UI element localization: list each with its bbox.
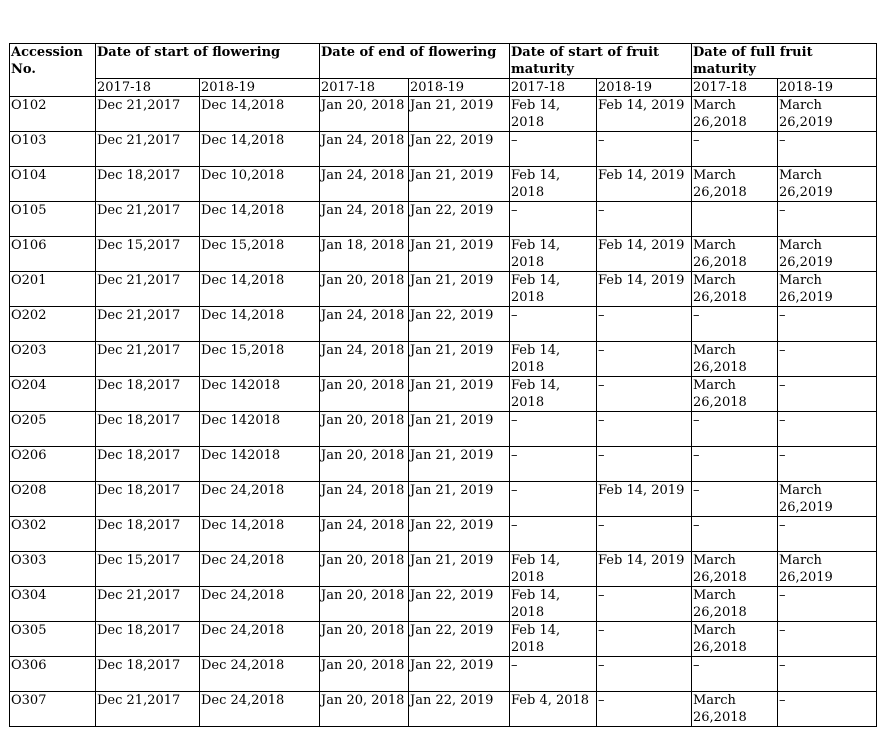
start-fruit-2017-18: – <box>510 307 597 342</box>
full-fruit-2018-19: – <box>778 202 877 237</box>
full-fruit-2017-18: March 26,2018 <box>692 622 778 657</box>
full-fruit-2017-18: March 26,2018 <box>692 342 778 377</box>
end-flowering-2017-18: Jan 20, 2018 <box>320 97 409 132</box>
end-flowering-2018-19: Jan 21, 2019 <box>409 342 510 377</box>
full-fruit-2018-19: – <box>778 517 877 552</box>
full-fruit-2018-19: March 26,2019 <box>778 552 877 587</box>
end-flowering-2017-18: Jan 20, 2018 <box>320 622 409 657</box>
table-row <box>10 132 877 167</box>
accession-cell: O303 <box>10 552 96 587</box>
start-fruit-2017-18: Feb 14, 2018 <box>510 552 597 587</box>
start-fruit-2018-19: – <box>597 587 692 622</box>
start-flowering-2018-19: Dec 24,2018 <box>200 692 320 727</box>
end-flowering-2018-19: Jan 21, 2019 <box>409 447 510 482</box>
end-flowering-2018-19: Jan 22, 2019 <box>409 307 510 342</box>
accession-header: Accession No. <box>10 44 96 97</box>
start-flowering-2017-18: Dec 21,2017 <box>96 307 200 342</box>
accession-cell: O306 <box>10 657 96 692</box>
end-flowering-2018-19: Jan 22, 2019 <box>409 202 510 237</box>
start-fruit-2018-19: – <box>597 377 692 412</box>
start-fruit-2017-18: – <box>510 517 597 552</box>
full-fruit-2018-19: – <box>778 657 877 692</box>
end-flowering-2017-18: Jan 24, 2018 <box>320 482 409 517</box>
year-header: 2017-18 <box>692 79 778 97</box>
end-flowering-2017-18: Jan 24, 2018 <box>320 517 409 552</box>
table-row <box>10 517 877 552</box>
accession-cell: O201 <box>10 272 96 307</box>
end-flowering-2018-19: Jan 22, 2019 <box>409 132 510 167</box>
full-fruit-2017-18: March 26,2018 <box>692 237 778 272</box>
group-header-full-fruit-maturity: Date of full fruit maturity <box>692 44 877 79</box>
full-fruit-2017-18: – <box>692 412 778 447</box>
start-flowering-2017-18: Dec 15,2017 <box>96 237 200 272</box>
table-row <box>10 412 877 447</box>
end-flowering-2017-18: Jan 20, 2018 <box>320 552 409 587</box>
end-flowering-2017-18: Jan 20, 2018 <box>320 587 409 622</box>
end-flowering-2017-18: Jan 24, 2018 <box>320 307 409 342</box>
start-fruit-2018-19: – <box>597 307 692 342</box>
start-fruit-2017-18: – <box>510 657 597 692</box>
end-flowering-2018-19: Jan 21, 2019 <box>409 272 510 307</box>
end-flowering-2017-18: Jan 24, 2018 <box>320 167 409 202</box>
accession-cell: O305 <box>10 622 96 657</box>
end-flowering-2018-19: Jan 22, 2019 <box>409 517 510 552</box>
accession-cell: O106 <box>10 237 96 272</box>
full-fruit-2017-18: March 26,2018 <box>692 692 778 727</box>
start-fruit-2017-18: – <box>510 482 597 517</box>
table-row <box>10 622 877 657</box>
start-flowering-2018-19: Dec 14,2018 <box>200 517 320 552</box>
group-header-end-flowering: Date of end of flowering <box>320 44 510 79</box>
end-flowering-2017-18: Jan 20, 2018 <box>320 692 409 727</box>
full-fruit-2018-19: March 26,2019 <box>778 97 877 132</box>
end-flowering-2018-19: Jan 21, 2019 <box>409 552 510 587</box>
start-flowering-2017-18: Dec 21,2017 <box>96 342 200 377</box>
accession-cell: O104 <box>10 167 96 202</box>
start-flowering-2018-19: Dec 14,2018 <box>200 97 320 132</box>
start-fruit-2017-18: Feb 14, 2018 <box>510 167 597 202</box>
end-flowering-2018-19: Jan 22, 2019 <box>409 657 510 692</box>
start-fruit-2018-19: Feb 14, 2019 <box>597 167 692 202</box>
year-header: 2018-19 <box>778 79 877 97</box>
year-header: 2018-19 <box>409 79 510 97</box>
full-fruit-2018-19: – <box>778 622 877 657</box>
full-fruit-2018-19: – <box>778 587 877 622</box>
year-header: 2018-19 <box>200 79 320 97</box>
accession-cell: O102 <box>10 97 96 132</box>
start-flowering-2017-18: Dec 18,2017 <box>96 377 200 412</box>
full-fruit-2018-19: – <box>778 342 877 377</box>
start-flowering-2017-18: Dec 21,2017 <box>96 587 200 622</box>
year-header: 2018-19 <box>597 79 692 97</box>
start-flowering-2018-19: Dec 24,2018 <box>200 482 320 517</box>
start-flowering-2017-18: Dec 18,2017 <box>96 482 200 517</box>
end-flowering-2018-19: Jan 21, 2019 <box>409 97 510 132</box>
start-flowering-2018-19: Dec 14,2018 <box>200 132 320 167</box>
start-flowering-2017-18: Dec 21,2017 <box>96 97 200 132</box>
start-flowering-2017-18: Dec 18,2017 <box>96 167 200 202</box>
start-fruit-2018-19: Feb 14, 2019 <box>597 482 692 517</box>
table-row <box>10 167 877 202</box>
start-flowering-2017-18: Dec 18,2017 <box>96 447 200 482</box>
start-flowering-2018-19: Dec 24,2018 <box>200 622 320 657</box>
end-flowering-2017-18: Jan 20, 2018 <box>320 377 409 412</box>
start-flowering-2018-19: Dec 24,2018 <box>200 657 320 692</box>
full-fruit-2017-18: – <box>692 307 778 342</box>
table-row <box>10 272 877 307</box>
start-fruit-2017-18: Feb 14, 2018 <box>510 342 597 377</box>
end-flowering-2017-18: Jan 20, 2018 <box>320 657 409 692</box>
start-fruit-2017-18: Feb 14, 2018 <box>510 587 597 622</box>
start-flowering-2017-18: Dec 18,2017 <box>96 517 200 552</box>
accession-cell: O302 <box>10 517 96 552</box>
start-flowering-2017-18: Dec 15,2017 <box>96 552 200 587</box>
header-row-groups <box>10 44 877 79</box>
start-flowering-2017-18: Dec 18,2017 <box>96 412 200 447</box>
group-header-start-flowering: Date of start of flowering <box>96 44 320 79</box>
table-row <box>10 307 877 342</box>
accession-cell: O103 <box>10 132 96 167</box>
end-flowering-2018-19: Jan 21, 2019 <box>409 167 510 202</box>
full-fruit-2017-18: – <box>692 132 778 167</box>
end-flowering-2017-18: Jan 20, 2018 <box>320 412 409 447</box>
full-fruit-2017-18: March 26,2018 <box>692 552 778 587</box>
flowering-fruiting-table <box>9 43 877 727</box>
start-fruit-2018-19: – <box>597 517 692 552</box>
full-fruit-2018-19: – <box>778 377 877 412</box>
start-fruit-2018-19: Feb 14, 2019 <box>597 552 692 587</box>
full-fruit-2017-18 <box>692 202 778 237</box>
table-row <box>10 692 877 727</box>
year-header: 2017-18 <box>96 79 200 97</box>
end-flowering-2017-18: Jan 18, 2018 <box>320 237 409 272</box>
start-flowering-2018-19: Dec 24,2018 <box>200 587 320 622</box>
end-flowering-2018-19: Jan 22, 2019 <box>409 587 510 622</box>
full-fruit-2018-19: – <box>778 412 877 447</box>
group-header-start-fruit-maturity: Date of start of fruit maturity <box>510 44 692 79</box>
start-flowering-2017-18: Dec 21,2017 <box>96 132 200 167</box>
table-body <box>10 97 877 727</box>
full-fruit-2018-19: March 26,2019 <box>778 272 877 307</box>
start-fruit-2018-19: – <box>597 447 692 482</box>
start-flowering-2017-18: Dec 21,2017 <box>96 272 200 307</box>
end-flowering-2018-19: Jan 21, 2019 <box>409 377 510 412</box>
start-fruit-2017-18: Feb 14, 2018 <box>510 97 597 132</box>
accession-cell: O203 <box>10 342 96 377</box>
end-flowering-2018-19: Jan 22, 2019 <box>409 692 510 727</box>
end-flowering-2017-18: Jan 20, 2018 <box>320 447 409 482</box>
year-header: 2017-18 <box>320 79 409 97</box>
table-row <box>10 552 877 587</box>
start-flowering-2017-18: Dec 21,2017 <box>96 202 200 237</box>
start-fruit-2018-19: – <box>597 412 692 447</box>
start-flowering-2018-19: Dec 14,2018 <box>200 307 320 342</box>
start-fruit-2017-18: Feb 14, 2018 <box>510 622 597 657</box>
start-fruit-2018-19: Feb 14, 2019 <box>597 97 692 132</box>
year-header: 2017-18 <box>510 79 597 97</box>
accession-cell: O205 <box>10 412 96 447</box>
start-flowering-2018-19: Dec 10,2018 <box>200 167 320 202</box>
end-flowering-2018-19: Jan 21, 2019 <box>409 482 510 517</box>
start-fruit-2018-19: – <box>597 692 692 727</box>
full-fruit-2018-19: – <box>778 307 877 342</box>
end-flowering-2017-18: Jan 24, 2018 <box>320 132 409 167</box>
start-fruit-2018-19: – <box>597 202 692 237</box>
accession-cell: O208 <box>10 482 96 517</box>
start-fruit-2018-19: Feb 14, 2019 <box>597 272 692 307</box>
start-flowering-2018-19: Dec 14,2018 <box>200 202 320 237</box>
start-flowering-2017-18: Dec 18,2017 <box>96 622 200 657</box>
start-fruit-2017-18: – <box>510 447 597 482</box>
full-fruit-2017-18: – <box>692 482 778 517</box>
end-flowering-2017-18: Jan 24, 2018 <box>320 342 409 377</box>
full-fruit-2017-18: March 26,2018 <box>692 272 778 307</box>
table-row <box>10 202 877 237</box>
accession-cell: O204 <box>10 377 96 412</box>
accession-cell: O304 <box>10 587 96 622</box>
table-row <box>10 97 877 132</box>
full-fruit-2017-18: March 26,2018 <box>692 377 778 412</box>
accession-cell: O206 <box>10 447 96 482</box>
end-flowering-2017-18: Jan 20, 2018 <box>320 272 409 307</box>
full-fruit-2018-19: March 26,2019 <box>778 237 877 272</box>
table-row <box>10 447 877 482</box>
full-fruit-2018-19: March 26,2019 <box>778 167 877 202</box>
start-flowering-2018-19: Dec 142018 <box>200 412 320 447</box>
start-fruit-2017-18: – <box>510 132 597 167</box>
full-fruit-2017-18: – <box>692 447 778 482</box>
start-flowering-2018-19: Dec 142018 <box>200 377 320 412</box>
start-fruit-2017-18: Feb 4, 2018 <box>510 692 597 727</box>
start-fruit-2018-19: – <box>597 622 692 657</box>
full-fruit-2018-19: – <box>778 132 877 167</box>
start-flowering-2018-19: Dec 15,2018 <box>200 237 320 272</box>
accession-cell: O105 <box>10 202 96 237</box>
table-row <box>10 657 877 692</box>
table-row <box>10 237 877 272</box>
table-row <box>10 342 877 377</box>
accession-cell: O307 <box>10 692 96 727</box>
full-fruit-2017-18: March 26,2018 <box>692 167 778 202</box>
table-row <box>10 482 877 517</box>
table-row <box>10 587 877 622</box>
full-fruit-2017-18: – <box>692 657 778 692</box>
start-fruit-2018-19: Feb 14, 2019 <box>597 237 692 272</box>
full-fruit-2017-18: March 26,2018 <box>692 97 778 132</box>
header-row-years <box>10 79 877 97</box>
start-fruit-2018-19: – <box>597 132 692 167</box>
start-flowering-2018-19: Dec 142018 <box>200 447 320 482</box>
end-flowering-2018-19: Jan 21, 2019 <box>409 412 510 447</box>
end-flowering-2018-19: Jan 22, 2019 <box>409 622 510 657</box>
start-flowering-2018-19: Dec 24,2018 <box>200 552 320 587</box>
table-row <box>10 377 877 412</box>
start-flowering-2018-19: Dec 14,2018 <box>200 272 320 307</box>
full-fruit-2018-19: – <box>778 447 877 482</box>
full-fruit-2017-18: March 26,2018 <box>692 587 778 622</box>
end-flowering-2018-19: Jan 21, 2019 <box>409 237 510 272</box>
start-fruit-2018-19: – <box>597 657 692 692</box>
start-fruit-2017-18: Feb 14, 2018 <box>510 272 597 307</box>
start-flowering-2017-18: Dec 18,2017 <box>96 657 200 692</box>
full-fruit-2018-19: March 26,2019 <box>778 482 877 517</box>
start-fruit-2017-18: – <box>510 412 597 447</box>
start-fruit-2017-18: – <box>510 202 597 237</box>
accession-cell: O202 <box>10 307 96 342</box>
full-fruit-2018-19: – <box>778 692 877 727</box>
start-flowering-2018-19: Dec 15,2018 <box>200 342 320 377</box>
full-fruit-2017-18: – <box>692 517 778 552</box>
start-fruit-2017-18: Feb 14, 2018 <box>510 237 597 272</box>
end-flowering-2017-18: Jan 24, 2018 <box>320 202 409 237</box>
start-fruit-2018-19: – <box>597 342 692 377</box>
start-fruit-2017-18: Feb 14, 2018 <box>510 377 597 412</box>
start-flowering-2017-18: Dec 21,2017 <box>96 692 200 727</box>
